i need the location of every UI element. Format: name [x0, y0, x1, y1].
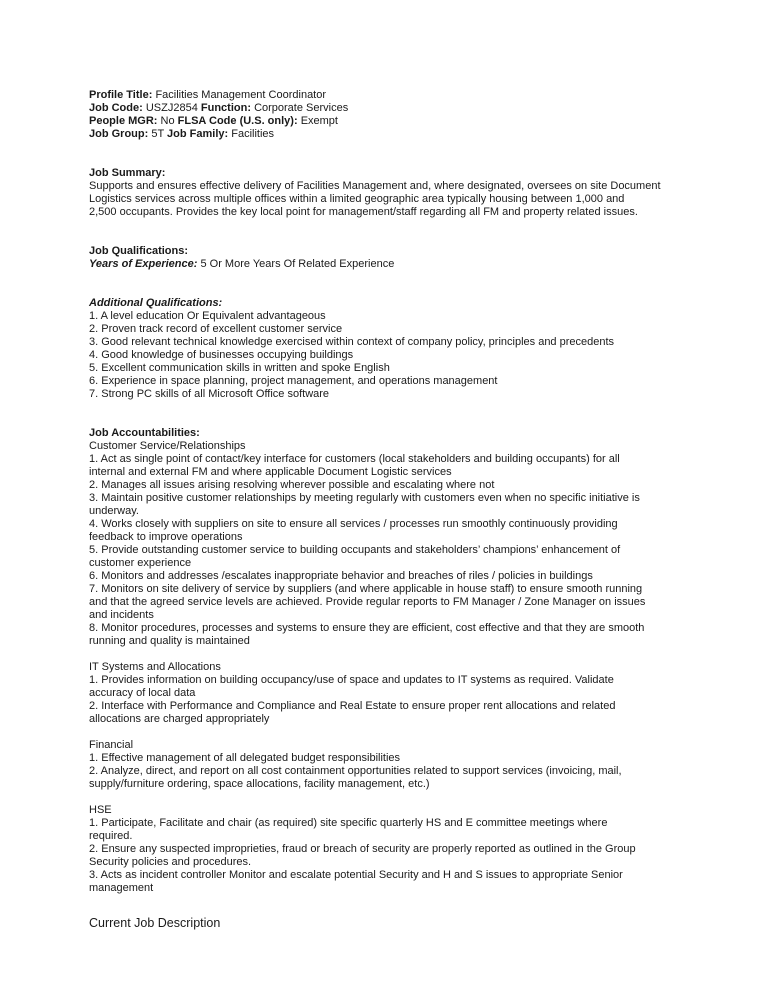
list-item: 4. Good knowledge of businesses occupying buildings	[89, 349, 354, 361]
list-item: 3. Maintain positive customer relationships by meeting regularly with customers even when no specific initiative is	[89, 492, 640, 504]
document-page	[89, 89, 689, 895]
list-item: 2. Analyze, direct, and report on all cost containment opportunities related to support services (invoicing, mail,	[89, 765, 622, 777]
subsection-title: HSE	[89, 804, 112, 816]
profile-title-value: Facilities Management Coordinator	[155, 89, 327, 101]
list-item: 1. A level education Or Equivalent advantageous	[89, 310, 326, 322]
job-accountabilities-section	[89, 427, 689, 895]
job-summary-heading: Job Summary:	[89, 167, 166, 179]
list-item: accuracy of local data	[89, 687, 196, 699]
list-item: 3. Acts as incident controller Monitor and escalate potential Security and H and S issues to appropriate Senior	[89, 869, 623, 881]
customer-service-subsection	[89, 440, 689, 648]
list-item: 7. Monitors on site delivery of service by suppliers (and where applicable in house staff) to ensure smooth running	[89, 583, 643, 595]
financial-subsection	[89, 739, 689, 791]
flsa-label: FLSA Code (U.S. only):	[177, 115, 298, 127]
list-item: supply/furniture ordering, space allocations, facility management, etc.)	[89, 778, 430, 790]
list-item: and that the agreed service levels are achieved. Provide regular reports to FM Manager / Zone Manager on issues	[89, 596, 646, 608]
function-value: Corporate Services	[254, 102, 349, 114]
list-item: 5. Provide outstanding customer service to building occupants and stakeholders’ champions’ enhancement of	[89, 544, 621, 556]
it-systems-subsection	[89, 661, 689, 726]
list-item: 1. Act as single point of contact/key interface for customers (local stakeholders and building occupants) for all	[89, 453, 620, 465]
people-mgr-line	[89, 115, 689, 128]
years-of-experience-label: Years of Experience:	[89, 258, 198, 270]
summary-line: Supports and ensures effective delivery of Facilities Management and, where designated, oversees on site Document	[89, 180, 661, 192]
list-item: 5. Excellent communication skills in written and spoke English	[89, 362, 390, 374]
job-group-line	[89, 128, 689, 141]
people-mgr-label: People MGR:	[89, 115, 158, 127]
list-item: allocations are charged appropriately	[89, 713, 270, 725]
job-code-line	[89, 102, 689, 115]
list-item: 6. Monitors and addresses /escalates inappropriate behavior and breaches of riles / policies in buildings	[89, 570, 593, 582]
list-item: 2. Interface with Performance and Compliance and Real Estate to ensure proper rent allocations and related	[89, 700, 616, 712]
list-item: customer experience	[89, 557, 192, 569]
job-summary-section	[89, 167, 689, 219]
years-of-experience-value: 5 Or More Years Of Related Experience	[200, 258, 395, 270]
job-code-value: USZJ2854	[145, 102, 198, 114]
job-code-label: Job Code:	[89, 102, 143, 114]
list-item: required.	[89, 830, 133, 842]
job-accountabilities-heading: Job Accountabilities:	[89, 427, 200, 439]
list-item: underway.	[89, 505, 139, 517]
list-item: 2. Ensure any suspected improprieties, fraud or breach of security are properly reported as outlined in the Group	[89, 843, 636, 855]
subsection-title: Customer Service/Relationships	[89, 440, 246, 452]
hse-subsection	[89, 804, 689, 895]
list-item: 4. Works closely with suppliers on site to ensure all services / processes run smoothly continuously providing	[89, 518, 618, 530]
job-qualifications-heading: Job Qualifications:	[89, 245, 189, 257]
list-item: feedback to improve operations	[89, 531, 243, 543]
people-mgr-value: No	[160, 115, 175, 127]
job-qualifications-section	[89, 245, 689, 271]
years-of-experience-line	[89, 258, 689, 271]
list-item: running and quality is maintained	[89, 635, 250, 647]
summary-line: Logistics services across multiple offices within a limited geographic area typically housing between 1,000 and	[89, 193, 625, 205]
page-footer: Current Job Description	[89, 916, 221, 930]
profile-title-label: Profile Title:	[89, 89, 153, 101]
list-item: internal and external FM and where applicable Document Logistic services	[89, 466, 452, 478]
job-family-label: Job Family:	[167, 128, 229, 140]
profile-title-line	[89, 89, 689, 102]
list-item: 3. Good relevant technical knowledge exercised within context of company policy, principles and precedents	[89, 336, 615, 348]
list-item: 2. Proven track record of excellent customer service	[89, 323, 343, 335]
summary-line: 2,500 occupants. Provides the key local point for management/staff regarding all FM and property related issues.	[89, 206, 638, 218]
list-item: 1. Provides information on building occupancy/use of space and updates to IT systems as required. Validate	[89, 674, 614, 686]
list-item: management	[89, 882, 154, 894]
list-item: and incidents	[89, 609, 154, 621]
additional-qualifications-heading: Additional Qualifications:	[89, 297, 223, 309]
subsection-title: Financial	[89, 739, 134, 751]
list-item: 7. Strong PC skills of all Microsoft Office software	[89, 388, 330, 400]
additional-qualifications-section	[89, 297, 689, 401]
list-item: Security policies and procedures.	[89, 856, 252, 868]
profile-block	[89, 89, 689, 141]
job-family-value: Facilities	[231, 128, 275, 140]
list-item: 2. Manages all issues arising resolving wherever possible and escalating where not	[89, 479, 495, 491]
list-item: 1. Effective management of all delegated budget responsibilities	[89, 752, 401, 764]
subsection-title: IT Systems and Allocations	[89, 661, 221, 673]
job-group-value: 5T	[151, 128, 164, 140]
list-item: 6. Experience in space planning, project management, and operations management	[89, 375, 498, 387]
job-group-label: Job Group:	[89, 128, 149, 140]
list-item: 1. Participate, Facilitate and chair (as required) site specific quarterly HS and E committee meetings where	[89, 817, 608, 829]
function-label: Function:	[200, 102, 251, 114]
flsa-value: Exempt	[300, 115, 338, 127]
list-item: 8. Monitor procedures, processes and systems to ensure they are efficient, cost effective and that they are smooth	[89, 622, 645, 634]
